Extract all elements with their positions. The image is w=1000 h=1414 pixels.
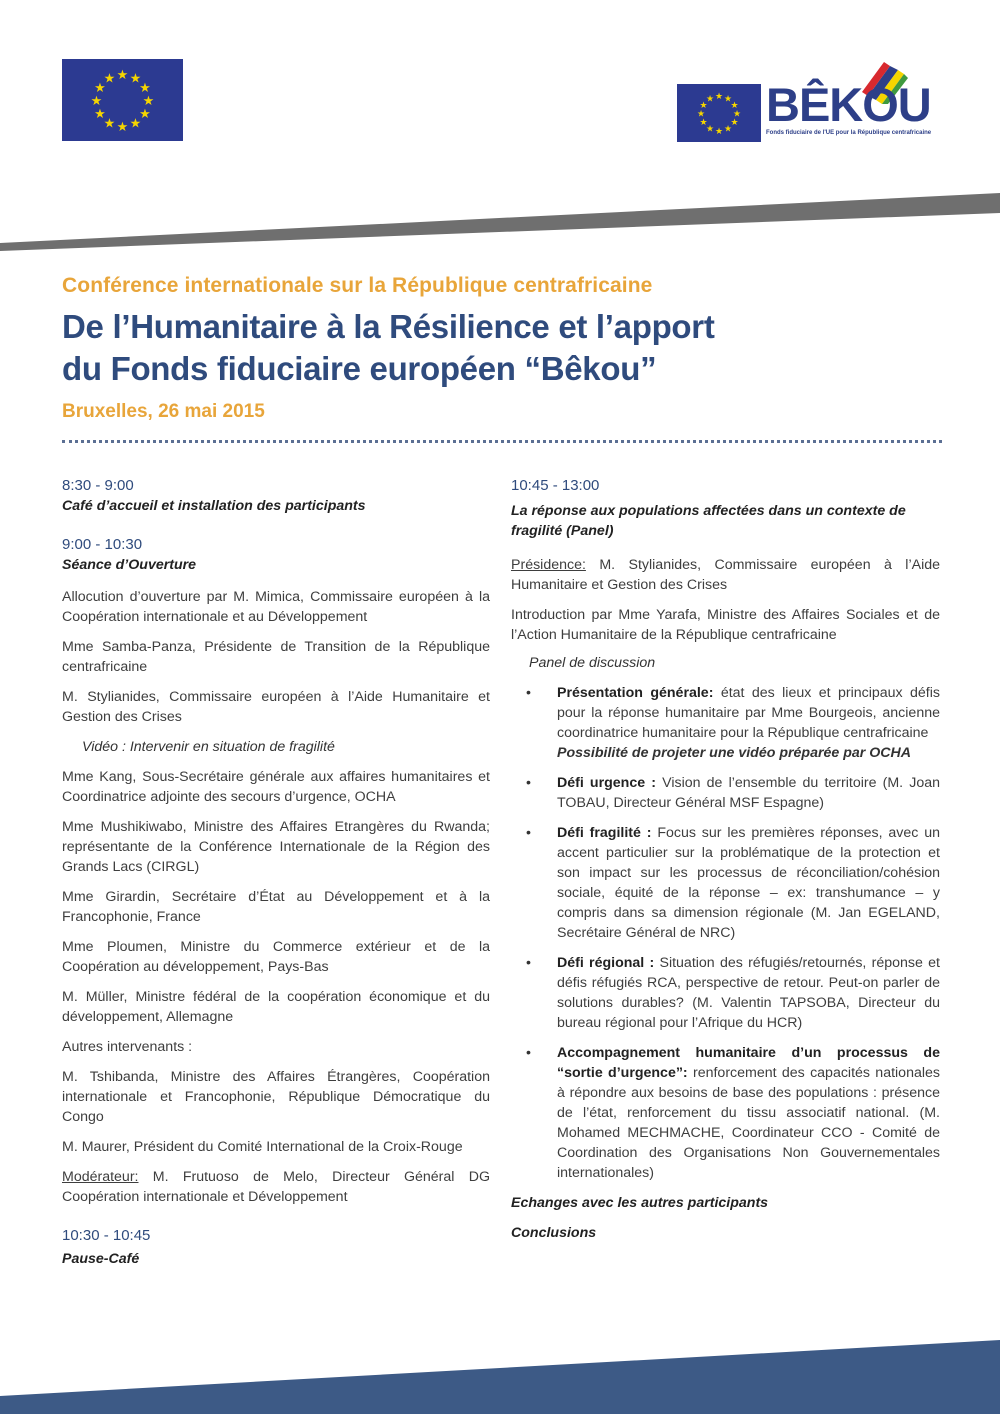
session-time: 10:30 - 10:45 <box>62 1227 151 1244</box>
svg-text:★: ★ <box>139 81 151 96</box>
left-column <box>62 476 490 1269</box>
bekou-eu-flag <box>677 84 761 142</box>
panel-label: Panel de discussion <box>529 655 656 671</box>
title-line-1: De l’Humanitaire à la Résilience et l’apport <box>62 308 715 345</box>
svg-text:★: ★ <box>705 124 715 135</box>
eu-flag-logo <box>62 59 183 141</box>
speaker-item: M. Maurer, Président du Comité International de la Croix-Rouge <box>62 1139 463 1155</box>
panel-list <box>511 683 940 1183</box>
moderator-text: M. Frutuoso de Melo, Directeur Général DG Coopération internationale et Développement <box>62 1169 490 1205</box>
svg-text:★: ★ <box>723 94 733 105</box>
eu-stars-icon <box>62 59 183 141</box>
session-title: Café d’accueil et installation des participants <box>62 498 366 514</box>
svg-text:★: ★ <box>94 81 106 96</box>
svg-text:★: ★ <box>723 124 733 135</box>
svg-text:★: ★ <box>139 107 151 122</box>
bekou-tagline: Fonds fiduciaire de l'UE pour la République centrafricaine <box>766 130 932 136</box>
bullet-icon: • <box>526 825 531 841</box>
speaker-item: Mme Ploumen, Ministre du Commerce extérieur et de la Coopération au développement, Pays-Bas <box>62 939 490 975</box>
speaker-item: Mme Mushikiwabo, Ministre des Affaires Etrangères du Rwanda; représentante de la Conférence Internationale de la Région des Grands Lacs (CIRGL) <box>62 819 490 875</box>
conference-name: Conférence internationale sur la République centrafricaine <box>62 274 653 297</box>
conclusions-heading: Conclusions <box>511 1225 597 1241</box>
svg-text:★: ★ <box>116 68 129 83</box>
svg-text:★: ★ <box>699 101 708 111</box>
presidence-text: M. Stylianides, Commissaire européen à l’Aide Humanitaire et Gestion des Crises <box>511 557 940 593</box>
speaker-item: M. Tshibanda, Ministre des Affaires Étrangères, Coopération internationale et Francophonie, République Démocratique du Congo <box>62 1069 490 1125</box>
svg-text:★: ★ <box>730 101 739 111</box>
panel-item: • Présentation générale: état des lieux et principaux défis pour la réponse humanitaire par Mme Bourgeois, ancienne coordinatrice humanitaire pour la République centrafricaine Possibilité de projeter une vidéo préparée par OCHA <box>526 685 940 761</box>
session-title: Séance d’Ouverture <box>62 557 197 573</box>
right-column <box>511 476 940 1243</box>
intro-item: Introduction par Mme Yarafa, Ministre des Affaires Sociales et de l’Action Humanitaire de la République centrafricaine <box>511 607 940 643</box>
speaker-item: M. Müller, Ministre fédéral de la coopération économique et du développement, Allemagne <box>62 989 490 1025</box>
panel-item: • Défi urgence : Vision de l’ensemble du territoire (M. Joan TOBAU, Directeur Général MSF Espagne) <box>526 775 940 811</box>
svg-text:★: ★ <box>90 94 103 109</box>
svg-text:★: ★ <box>730 118 739 128</box>
dotted-separator <box>62 440 942 443</box>
panel-item: • Accompagnement humanitaire d’un processus de “sortie d’urgence”: renforcement des capacités nationales à répondre aux besoins de base des populations : présence de l’état, renforcement du tissu associatif national. (M. Mohamed MECHMACHE, Coordinateur CCO - Comité de Coordination des Organisations Non Gouvernementales internationales) <box>526 1045 940 1181</box>
bullet-icon: • <box>526 685 531 701</box>
bekou-logo <box>677 60 942 142</box>
other-speakers-label: Autres intervenants : <box>62 1039 193 1055</box>
moderator-item <box>62 1167 490 1207</box>
speaker-item: Mme Girardin, Secrétaire d’État au Développement et à la Francophonie, France <box>62 889 490 925</box>
session-time: 10:45 - 13:00 <box>511 477 600 494</box>
svg-text:★: ★ <box>94 107 106 122</box>
panel-note: Possibilité de projeter une vidéo préparée par OCHA <box>557 745 911 761</box>
presidence-item <box>511 555 940 595</box>
svg-text:★: ★ <box>714 92 724 102</box>
bekou-wordmark: BÊKOU <box>766 78 931 131</box>
session-title: La réponse aux populations affectées dans un contexte de fragilité (Panel) <box>511 503 906 539</box>
video-note: Vidéo : Intervenir en situation de fragilité <box>82 739 335 755</box>
speaker-item: Allocution d’ouverture par M. Mimica, Commissaire européen à la Coopération internationale et au Développement <box>62 589 490 625</box>
eu-stars-icon <box>677 84 761 142</box>
svg-text:★: ★ <box>116 120 129 135</box>
svg-text:★: ★ <box>699 118 708 128</box>
svg-text:★: ★ <box>714 127 724 137</box>
session-time: 9:00 - 10:30 <box>62 536 143 553</box>
event-date: Bruxelles, 26 mai 2015 <box>62 401 265 422</box>
svg-text:★: ★ <box>129 71 142 87</box>
moderator-label: Modérateur: <box>62 1169 139 1185</box>
svg-text:★: ★ <box>705 94 715 105</box>
panel-item: • Défi fragilité : Focus sur les premières réponses, avec un accent particulier sur la problématique de la protection et son impact sur les processus de réconciliation/cohésion sociale, équité de la réponse – ex: transhumance – y compris dans sa dimension régionale (M. Jan EGELAND, Secrétaire Général de NRC) <box>526 825 941 941</box>
session-title: Pause-Café <box>62 1251 140 1267</box>
svg-text:★: ★ <box>103 71 116 87</box>
svg-text:★: ★ <box>103 116 116 132</box>
footer-band <box>0 1340 1000 1414</box>
svg-text:★: ★ <box>142 94 155 109</box>
page-title <box>62 306 715 390</box>
svg-text:★: ★ <box>696 109 706 120</box>
header-divider-band <box>0 185 1000 255</box>
svg-text:★: ★ <box>732 109 742 120</box>
bullet-icon: • <box>526 775 531 791</box>
speaker-item: Mme Kang, Sous-Secrétaire générale aux affaires humanitaires et Coordinatrice adjointe des secours d’urgence, OCHA <box>62 769 490 805</box>
title-line-2: du Fonds fiduciaire européen “Bêkou” <box>62 350 657 387</box>
speaker-item: M. Stylianides, Commissaire européen à l’Aide Humanitaire et Gestion des Crises <box>62 689 490 725</box>
bullet-icon: • <box>526 1045 531 1061</box>
session-time: 8:30 - 9:00 <box>62 477 134 494</box>
speaker-item: Mme Samba-Panza, Présidente de Transition de la République centrafricaine <box>62 639 490 675</box>
presidence-label: Présidence: <box>511 557 586 573</box>
svg-text:★: ★ <box>129 116 142 132</box>
exchanges-heading: Echanges avec les autres participants <box>511 1195 769 1211</box>
bullet-icon: • <box>526 955 531 971</box>
panel-item: • Défi régional : Situation des réfugiés/retournés, réponse et défis réfugiés RCA, perspective de retour. Peut-on parler de solutions durables? (M. Valentin TAPSOBA, Directeur du bureau régional pour l’Afrique du HCR) <box>526 955 940 1031</box>
